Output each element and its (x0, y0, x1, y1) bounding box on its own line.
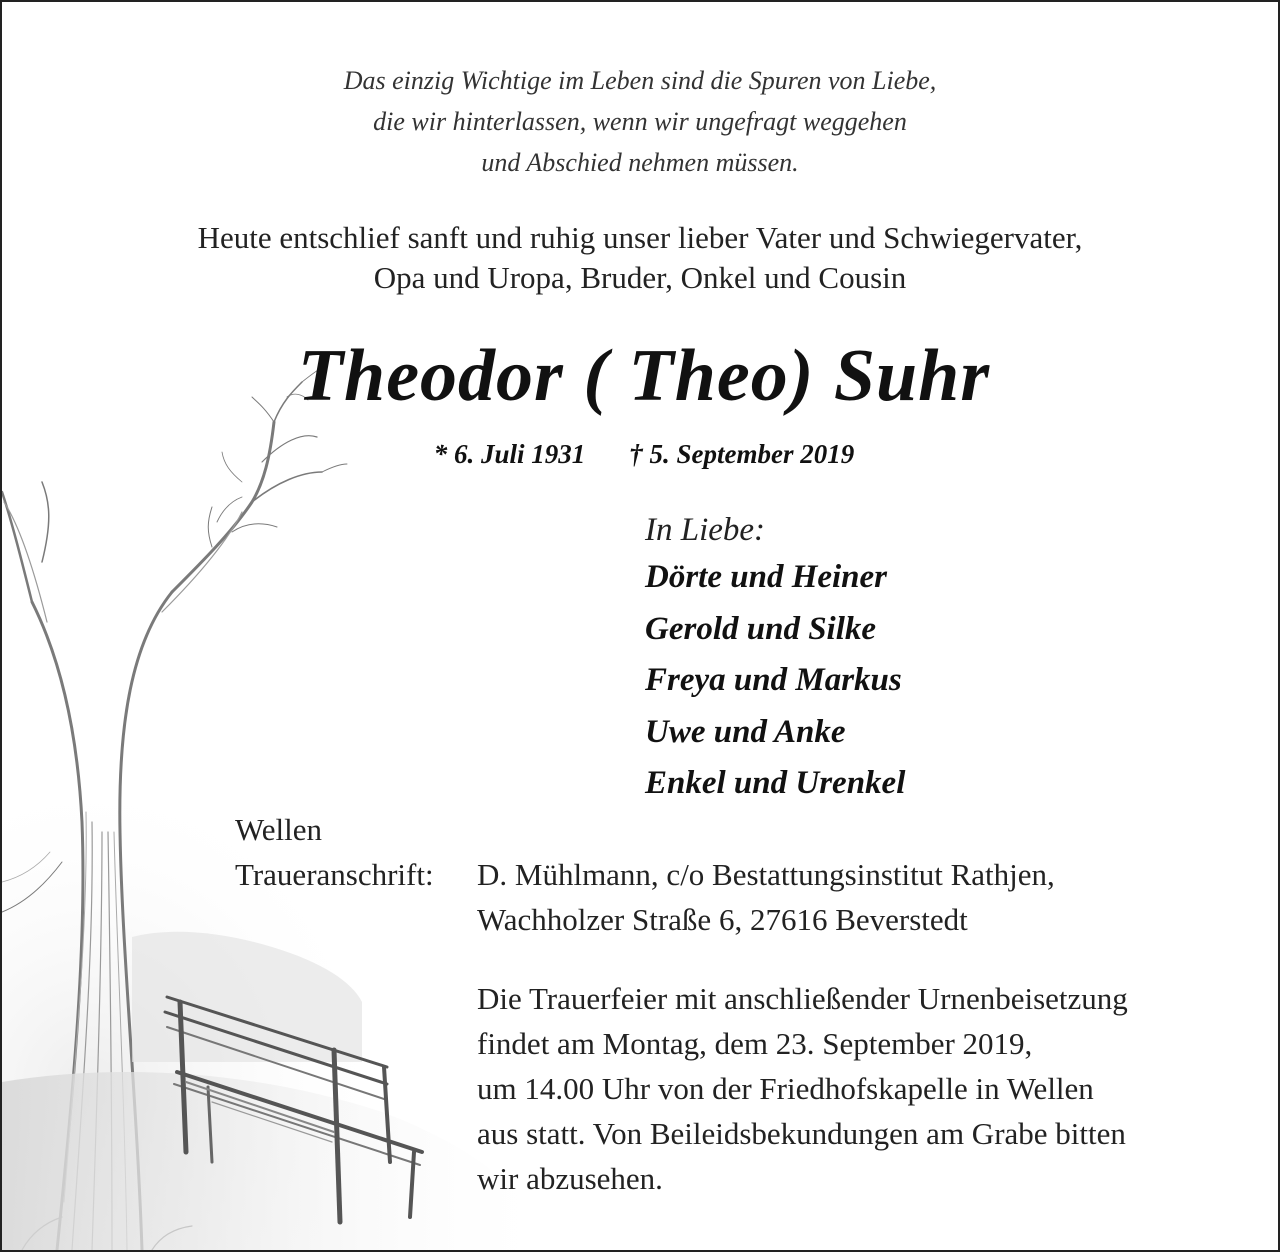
mourner-entry: Uwe und Anke (645, 713, 846, 750)
mourner-entry: Gerold und Silke (645, 610, 877, 647)
mourner-entry: Freya und Markus (645, 662, 902, 698)
announcement-line: Heute entschlief sanft und ruhig unser lieber Vater und Schwiegervater, (197, 220, 1083, 255)
deceased-name: Theodor ( Theo) Suhr (297, 335, 991, 417)
announcement-line: Opa und Uropa, Bruder, Onkel und Cousin (373, 260, 907, 295)
address-label: Traueranschrift: (235, 857, 434, 892)
life-dates (2, 436, 1280, 472)
mourner-entry: Enkel und Urenkel (645, 765, 906, 801)
ceremony-line: Die Trauerfeier mit anschließender Urnenbeisetzung (477, 981, 1128, 1016)
ceremony-line: aus statt. Von Beileidsbekundungen am Grabe bitten (477, 1116, 1126, 1151)
mourners-list (645, 552, 905, 810)
ceremony-line: um 14.00 Uhr von der Friedhofskapelle in Wellen (477, 1071, 1094, 1106)
mourners-lead: In Liebe: (645, 512, 766, 548)
mourner-entry: Dörte und Heiner (645, 559, 888, 595)
memorial-quote (2, 60, 1278, 183)
quote-line: Das einzig Wichtige im Leben sind die Spuren von Liebe, (343, 66, 937, 95)
address-line: D. Mühlmann, c/o Bestattungsinstitut Rathjen, (477, 857, 1055, 892)
place-name: Wellen (235, 812, 323, 847)
address-line: Wachholzer Straße 6, 27616 Beverstedt (477, 902, 968, 937)
mourners-block (645, 508, 905, 810)
ceremony-line: findet am Montag, dem 23. September 2019, (477, 1026, 1033, 1061)
quote-line: und Abschied nehmen müssen. (481, 148, 799, 177)
ceremony-details (477, 976, 1128, 1201)
birth-date: * 6. Juli 1931 (433, 439, 586, 469)
address-lines (477, 852, 1055, 942)
death-date: † 5. September 2019 (629, 439, 855, 469)
announcement-text (2, 218, 1278, 298)
ceremony-line: wir abzusehen. (477, 1161, 663, 1196)
quote-line: die wir hinterlassen, wenn wir ungefragt weggehen (373, 107, 907, 136)
